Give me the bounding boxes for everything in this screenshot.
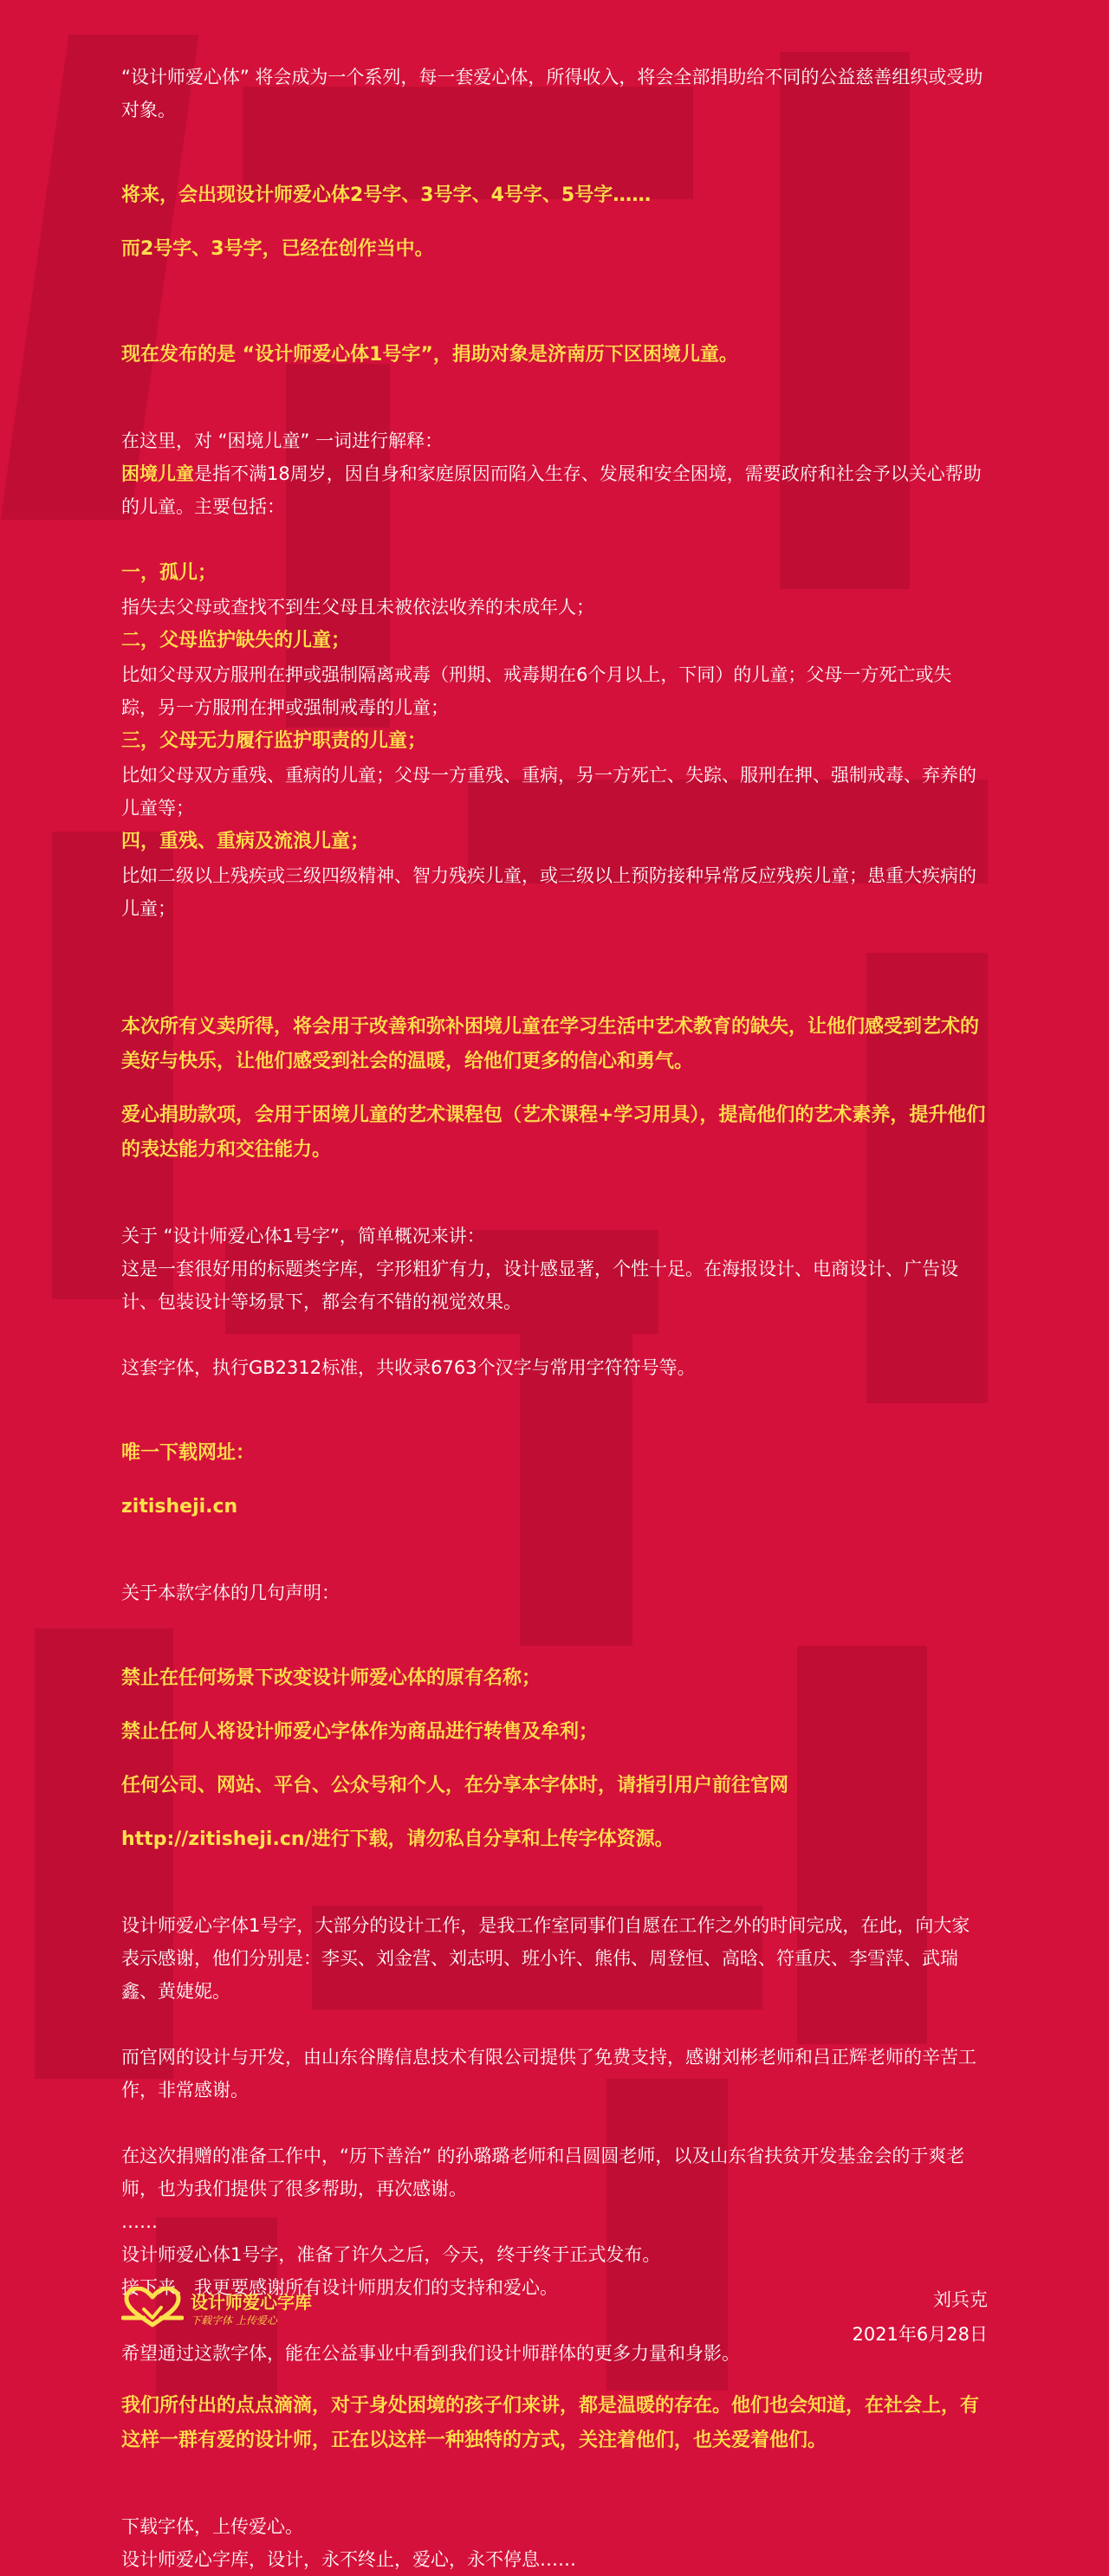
future-line-1: 将来，会出现设计师爱心体2号字、3号字、4号字、5号字…… [121,184,652,206]
category-1-title: 一，孤儿； [121,562,217,584]
statement-line-1: 禁止在任何场景下改变设计师爱心体的原有名称； [121,1667,542,1689]
definition-text: 是指不满18周岁，因自身和家庭原因而陷入生存、发展和安全困境，需要政府和社会予以关心帮助的儿童。主要包括： [121,463,982,517]
about-standard: 这套字体，执行GB2312标准，共收录6763个汉字与常用字符符号等。 [121,1357,696,1378]
page-footer [121,2282,988,2352]
signature-block [852,2282,988,2352]
statement-line-2: 禁止任何人将设计师爱心字体作为商品进行转售及牟利； [121,1721,599,1743]
definition-term: 困境儿童 [121,463,194,484]
category-4-desc: 比如二级以上残疾或三级四级精神、智力残疾儿童，或三级以上预防接种异常反应残疾儿童；患重大疾病的儿童； [121,865,976,919]
hope-paragraph-1: 希望通过这款字体，能在公益事业中看到我们设计师群体的更多力量和身影。 [121,2343,740,2364]
author-name: 刘兵克 [933,2289,988,2310]
statement-line-3: 任何公司、网站、平台、公众号和个人，在分享本字体时，请指引用户前往官网 [121,1775,789,1796]
thanks-ellipsis: …… [121,2211,158,2232]
future-line-2: 而2号字、3号字，已经在创作当中。 [121,238,434,260]
thanks-donation: 在这次捐赠的准备工作中，“历下善治” 的孙璐璐老师和吕圆圆老师，以及山东省扶贫开发基金会的于爽老师，也为我们提供了很多帮助，再次感谢。 [121,2146,965,2199]
article-content [121,61,988,2576]
hope-paragraph-2: 我们所付出的点点滴滴，对于身处困境的孩子们来讲，都是温暖的存在。他们也会知道，在社会上，有这样一群有爱的设计师，正在以这样一种独特的方式，关注着他们，也关爱着他们。 [121,2395,980,2451]
category-1-desc: 指失去父母或查找不到生父母且未被依法收养的未成年人； [121,597,594,618]
statement-line-4[interactable]: http://zitisheji.cn/进行下载，请勿私自分享和上传字体资源。 [121,1828,674,1850]
category-3-desc: 比如父母双方重残、重病的儿童；父母一方重残、重病，另一方死亡、失踪、服刑在押、强制戒毒、弃养的儿童等； [121,765,976,819]
release-statement: 现在发布的是 “设计师爱心体1号字”，捐助对象是济南历下区困境儿童。 [121,344,738,366]
brand-logo [121,2287,312,2332]
closing-line-2: 设计师爱心字库，设计，永不终止，爱心，永不停息…… [121,2549,576,2570]
heart-logo-icon [121,2287,184,2332]
thanks-site: 而官网的设计与开发，由山东谷腾信息技术有限公司提供了免费支持，感谢刘彬老师和吕正辉老师的辛苦工作，非常感谢。 [121,2047,976,2100]
thanks-release: 设计师爱心体1号字，准备了许久之后，今天，终于终于正式发布。 [121,2244,661,2265]
statement-intro: 关于本款字体的几句声明： [121,1582,340,1603]
category-4-title: 四，重残、重病及流浪儿童； [121,831,370,852]
proceeds-paragraph-2: 爱心捐助款项，会用于困境儿童的艺术课程包（艺术课程+学习用具），提高他们的艺术素养，提升他们的表达能力和交往能力。 [121,1104,986,1161]
about-text: 这是一套很好用的标题类字库，字形粗犷有力，设计感显著，个性十足。在海报设计、电商设计、广告设计、包装设计等场景下，都会有不错的视觉效果。 [121,1259,958,1312]
category-2-desc: 比如父母双方服刑在押或强制隔离戒毒（刑期、戒毒期在6个月以上，下同）的儿童；父母一方死亡或失踪，另一方服刑在押或强制戒毒的儿童； [121,664,952,718]
download-label: 唯一下载网址： [121,1442,256,1464]
closing-line-1: 下载字体，上传爱心。 [121,2516,303,2537]
definition-paragraph [121,457,988,523]
logo-subtitle: 下载字体 上传爱心 [191,2314,277,2327]
publish-date: 2021年6月28日 [852,2324,988,2345]
thanks-team: 设计师爱心字体1号字，大部分的设计工作，是我工作室同事们自愿在工作之外的时间完成，在此，向大家表示感谢，他们分别是：李买、刘金营、刘志明、班小许、熊伟、周登恒、高晗、符重庆、李雪萍、武瑞鑫、黄婕妮。 [121,1915,970,2002]
category-2-title: 二，父母监护缺失的儿童； [121,630,351,651]
intro-paragraph: “设计师爱心体” 将会成为一个系列，每一套爱心体，所得收入，将会全部捐助给不同的公益慈善组织或受助对象。 [121,67,983,120]
category-3-title: 三，父母无力履行监护职责的儿童； [121,730,427,752]
explain-intro: 在这里，对 “困境儿童” 一词进行解释： [121,430,444,451]
thanks-next: 接下来，我更要感谢所有设计师朋友们的支持和爱心。 [121,2277,558,2298]
logo-title: 设计师爱心字库 [191,2292,312,2313]
proceeds-paragraph-1: 本次所有义卖所得，将会用于改善和弥补困境儿童在学习生活中艺术教育的缺失，让他们感受到艺术的美好与快乐，让他们感受到社会的温暖，给他们更多的信心和勇气。 [121,1016,980,1072]
about-intro: 关于 “设计师爱心体1号字”，简单概况来讲： [121,1226,485,1246]
download-url-link[interactable]: zitisheji.cn [121,1496,238,1518]
